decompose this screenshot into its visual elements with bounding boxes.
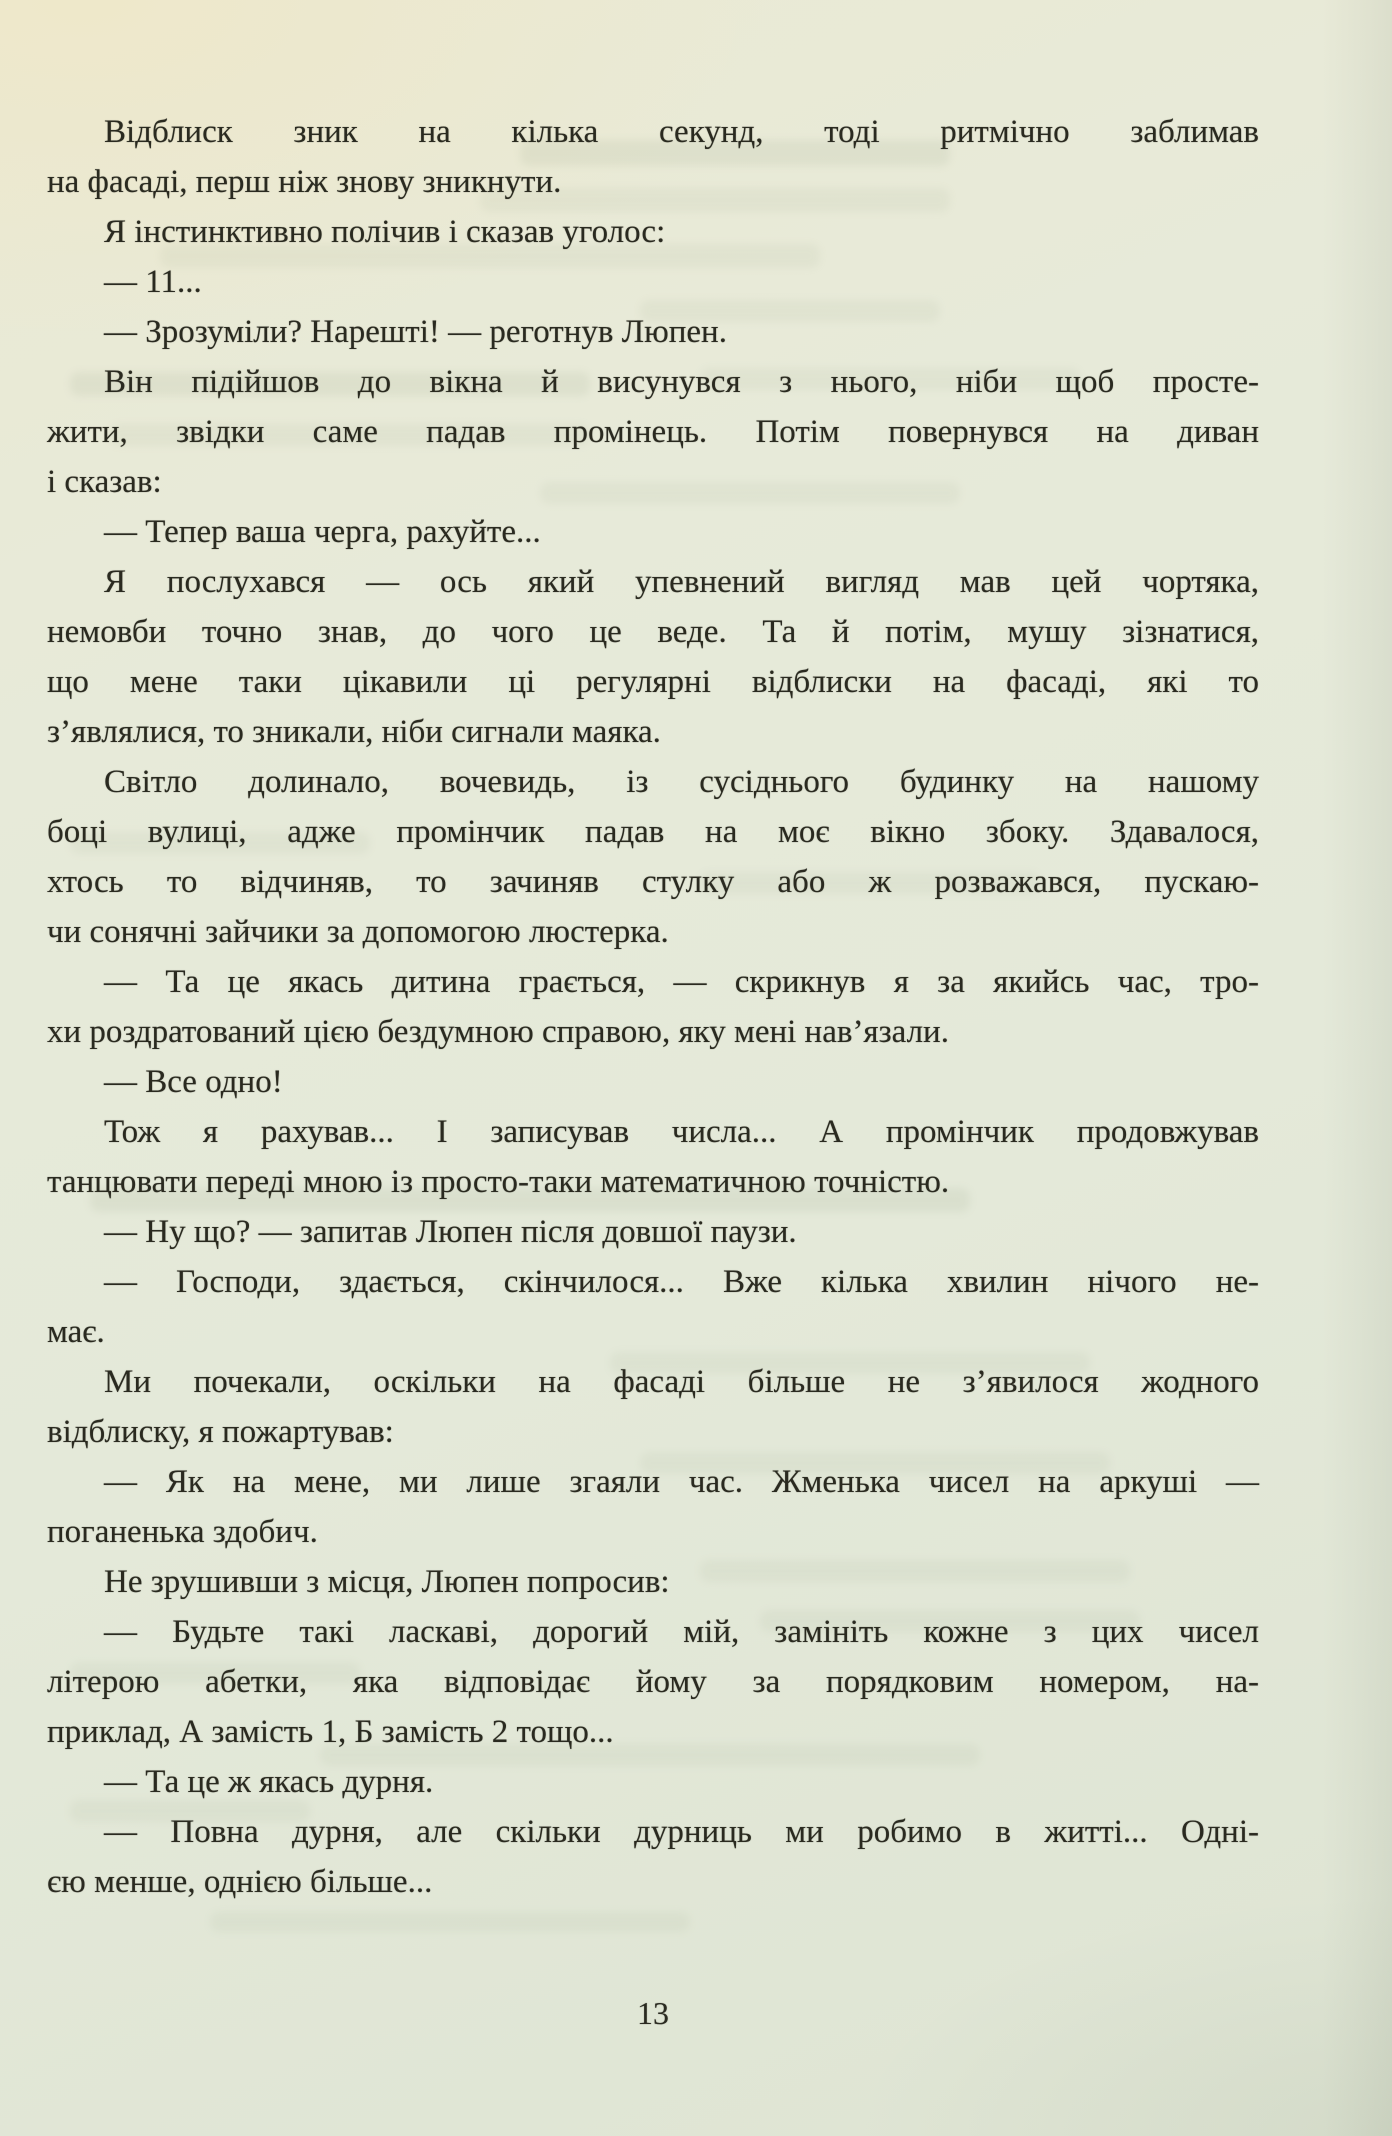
page-number: 13 (637, 1995, 669, 2031)
text-line: Тож я рахував... І записував числа... А промінчик продовжував (104, 1114, 1259, 1150)
text-line: що мене таки цікавили ці регулярні відблиски на фасаді, які то (47, 664, 1259, 700)
text-line: Відблиск зник на кілька секунд, тоді ритмічно заблимав (104, 114, 1259, 150)
text-line: — Та це ж якась дурня. (104, 1764, 434, 1800)
text-line: Світло долинало, вочевидь, із сусіднього будинку на нашому (104, 764, 1259, 800)
text-line: — Господи, здається, скінчилося... Вже кілька хвилин нічого не- (104, 1264, 1259, 1300)
text-line: Він підійшов до вікна й висунувся з нього, ніби щоб просте- (104, 364, 1259, 400)
bleed-through-smudge (210, 1912, 690, 1932)
text-line: — Як на мене, ми лише згаяли час. Жменька чисел на аркуші — (104, 1464, 1259, 1500)
text-line: літерою абетки, яка відповідає йому за порядковим номером, на- (47, 1664, 1259, 1700)
text-line: відблиску, я пожартував: (47, 1414, 394, 1450)
text-line: жити, звідки саме падав промінець. Потім повернувся на диван (47, 414, 1259, 450)
text-line: з’являлися, то зникали, ніби сигнали маяка. (47, 714, 661, 750)
text-line: приклад, А замість 1, Б замість 2 тощо... (47, 1714, 614, 1750)
text-line: — 11... (104, 264, 202, 300)
text-line: Я інстинктивно полічив і сказав уголос: (104, 214, 666, 250)
text-line: чи сонячні зайчики за допомогою люстерка. (47, 914, 669, 950)
text-block (47, 107, 1259, 1907)
text-line: — Ну що? — запитав Люпен після довшої паузи. (104, 1214, 797, 1250)
text-line: Я послухався — ось який упевнений вигляд мав цей чортяка, (104, 564, 1259, 600)
text-line: хтось то відчиняв, то зачиняв стулку або ж розважався, пускаю- (47, 864, 1259, 900)
text-line: — Тепер ваша черга, рахуйте... (104, 514, 541, 550)
text-line: Не зрушивши з місця, Люпен попросив: (104, 1564, 670, 1600)
text-line: Ми почекали, оскільки на фасаді більше не з’явилося жодного (104, 1364, 1259, 1400)
text-line: єю менше, однією більше... (47, 1864, 433, 1900)
text-line: на фасаді, перш ніж знову зникнути. (47, 164, 562, 200)
text-line: — Зрозуміли? Нарешті! — реготнув Люпен. (104, 314, 727, 350)
text-line: боці вулиці, адже промінчик падав на моє вікно збоку. Здавалося, (47, 814, 1259, 850)
text-line: — Повна дурня, але скільки дурниць ми робимо в житті... Одні- (104, 1814, 1259, 1850)
text-line: має. (47, 1314, 105, 1350)
text-line: — Та це якась дитина грається, — скрикнув я за якийсь час, тро- (104, 964, 1259, 1000)
text-line: танцювати переді мною із просто-таки математичною точністю. (47, 1164, 950, 1200)
text-line: поганенька здобич. (47, 1514, 318, 1550)
text-line: — Все одно! (104, 1064, 283, 1100)
text-line: немовби точно знав, до чого це веде. Та й потім, мушу зізнатися, (47, 614, 1259, 650)
text-line: хи роздратований цією бездумною справою, яку мені нав’язали. (47, 1014, 949, 1050)
text-line: — Будьте такі ласкаві, дорогий мій, замініть кожне з цих чисел (104, 1614, 1259, 1650)
text-line: і сказав: (47, 464, 162, 500)
